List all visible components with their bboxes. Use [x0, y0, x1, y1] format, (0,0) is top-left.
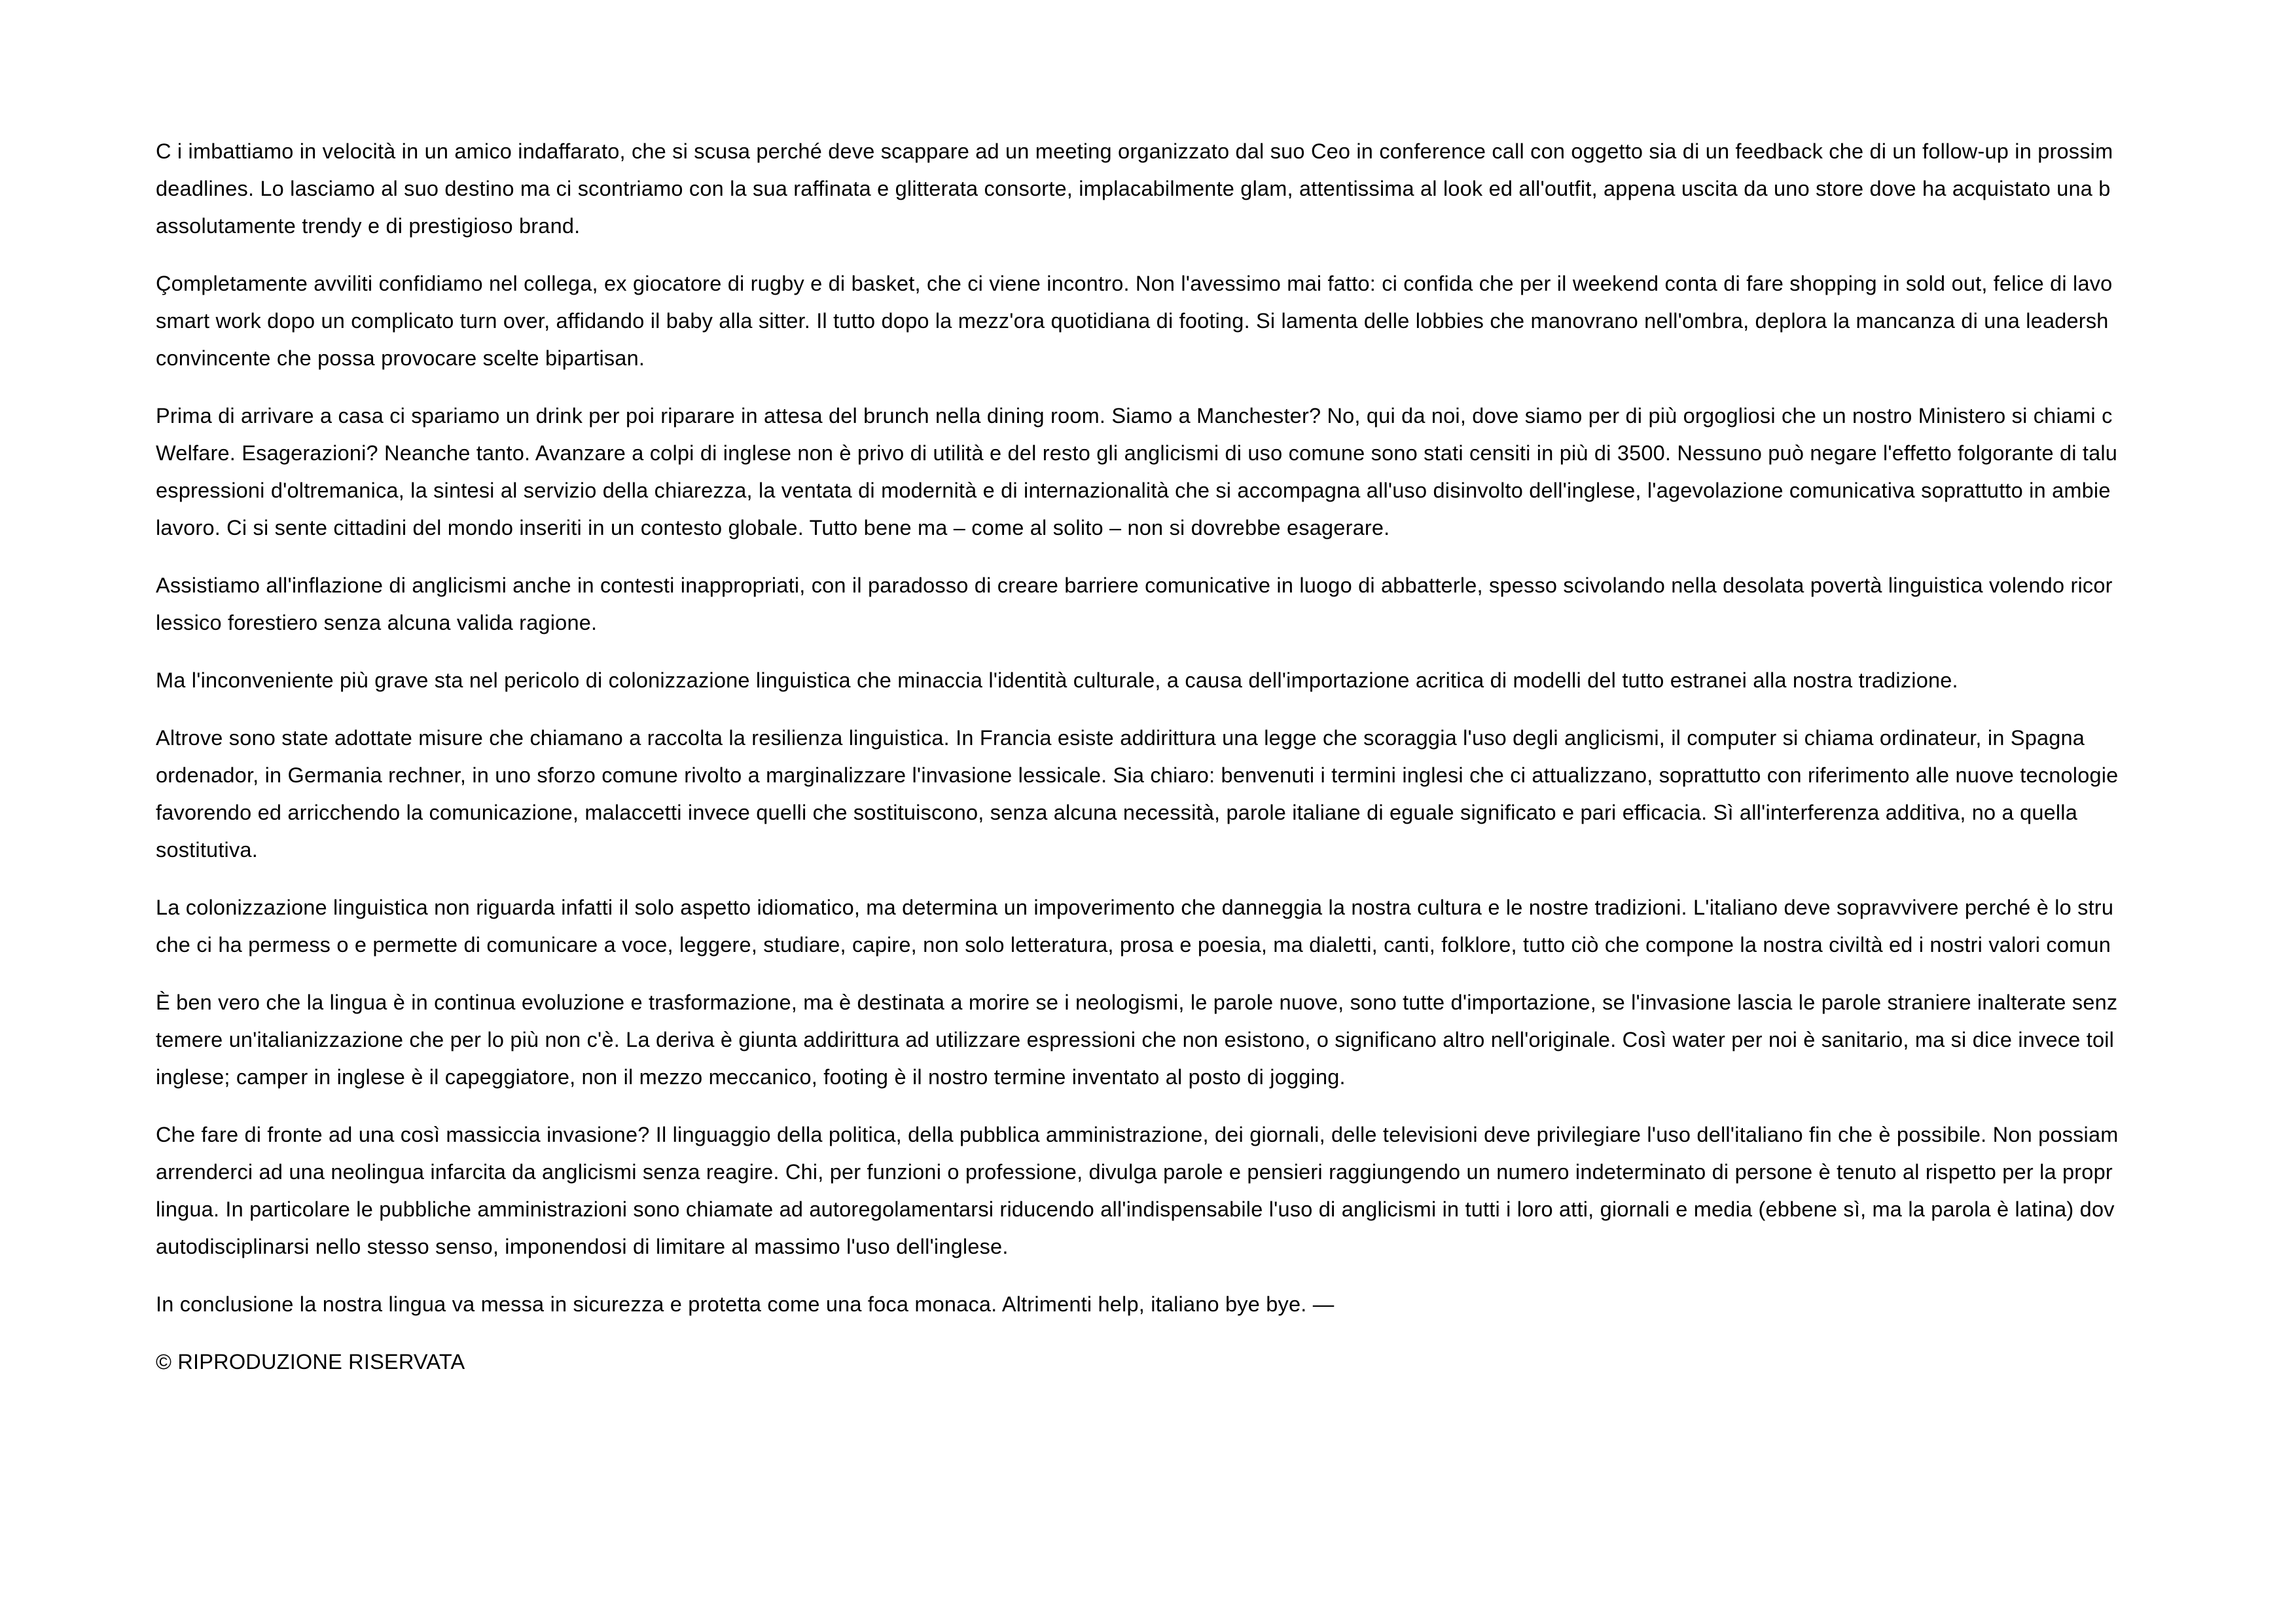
text-line: deadlines. Lo lasciamo al suo destino ma ci scontriamo con la sua raffinata e glitterata consorte, implacabilmente glam, attentissima al look ed all'outfit, appena uscita da uno store dove ha acquistato una b: [156, 177, 2111, 200]
paragraph: [156, 133, 2296, 245]
paragraph: [156, 984, 2296, 1096]
text-line: Assistiamo all'inflazione di anglicismi anche in contesti inappropriati, con il paradosso di creare barriere comunicative in luogo di abbatterle, spesso scivolando nella desolata povertà linguistica volendo ricor: [156, 574, 2113, 597]
text-line: Çompletamente avviliti confidiamo nel collega, ex giocatore di rugby e di basket, che ci viene incontro. Non l'avessimo mai fatto: ci confida che per il weekend conta di fare shopping in sold out, felice di lavo: [156, 272, 2113, 295]
text-line: espressioni d'oltremanica, la sintesi al servizio della chiarezza, la ventata di modernità e di internazionalità che si accompagna all'uso disinvolto dell'inglese, l'agevolazione comunicativa soprattutto in ambie: [156, 479, 2111, 502]
paragraph: [156, 662, 2296, 699]
article-body: [156, 133, 2296, 1381]
text-line: convincente che possa provocare scelte bipartisan.: [156, 346, 645, 370]
text-line: C i imbattiamo in velocità in un amico indaffarato, che si scusa perché deve scappare ad un meeting organizzato dal suo Ceo in conference call con oggetto sia di un feedback che di un follow-up in prossim: [156, 139, 2113, 163]
copyright-notice: © RIPRODUZIONE RISERVATA: [156, 1350, 465, 1374]
paragraph: [156, 720, 2296, 869]
text-line: sostitutiva.: [156, 838, 258, 862]
text-line: Prima di arrivare a casa ci spariamo un drink per poi riparare in attesa del brunch nella dining room. Siamo a Manchester? No, qui da noi, dove siamo per di più orgogliosi che un nostro Ministero si chiami c: [156, 404, 2113, 428]
paragraph: [156, 1286, 2296, 1323]
paragraph: [156, 889, 2296, 964]
text-line: Altrove sono state adottate misure che chiamano a raccolta la resilienza linguistica. In Francia esiste addirittura una legge che scoraggia l'uso degli anglicismi, il computer si chiama ordinateur, in Spagna: [156, 726, 2085, 750]
text-line: lingua. In particolare le pubbliche amministrazioni sono chiamate ad autoregolamentarsi riducendo all'indispensabile l'uso di anglicismi in tutti i loro atti, giornali e media (ebbene sì, ma la parola è latina) dov: [156, 1197, 2115, 1221]
paragraphs-container: [156, 133, 2296, 1323]
text-line: La colonizzazione linguistica non riguarda infatti il solo aspetto idiomatico, ma determina un impoverimento che danneggia la nostra cultura e le nostre tradizioni. L'italiano deve sopravvivere perché è lo stru: [156, 896, 2114, 919]
text-line: Welfare. Esagerazioni? Neanche tanto. Avanzare a colpi di inglese non è privo di utilità e del resto gli anglicismi di uso comune sono stati censiti in più di 3500. Nessuno può negare l'effetto folgorante di talu: [156, 441, 2118, 465]
text-line: smart work dopo un complicato turn over, affidando il baby alla sitter. Il tutto dopo la mezz'ora quotidiana di footing. Si lamenta delle lobbies che manovrano nell'ombra, deplora la mancanza di una leadersh: [156, 309, 2109, 333]
text-line: In conclusione la nostra lingua va messa in sicurezza e protetta come una foca monaca. Altrimenti help, italiano bye bye. —: [156, 1292, 1335, 1316]
text-line: lavoro. Ci si sente cittadini del mondo inseriti in un contesto globale. Tutto bene ma – come al solito – non si dovrebbe esagerare.: [156, 516, 1390, 539]
text-line: ordenador, in Germania rechner, in uno sforzo comune rivolto a marginalizzare l'invasione lessicale. Sia chiaro: benvenuti i termini inglesi che ci attualizzano, soprattutto con riferimento alle nuove tecnologie: [156, 763, 2119, 787]
text-line: temere un'italianizzazione che per lo più non c'è. La deriva è giunta addirittura ad utilizzare espressioni che non esistono, o significano altro nell'originale. Così water per noi è sanitario, ma si dice invece toil: [156, 1028, 2115, 1051]
text-line: arrenderci ad una neolingua infarcita da anglicismi senza reagire. Chi, per funzioni o professione, divulga parole e pensieri raggiungendo un numero indeterminato di persone è tenuto al rispetto per la propr: [156, 1160, 2113, 1184]
text-line: assolutamente trendy e di prestigioso brand.: [156, 214, 581, 238]
paragraph: [156, 397, 2296, 547]
text-line: che ci ha permess o e permette di comunicare a voce, leggere, studiare, capire, non solo letteratura, prosa e poesia, ma dialetti, canti, folklore, tutto ciò che compone la nostra civiltà ed i nostri valori comun: [156, 933, 2111, 957]
text-line: Che fare di fronte ad una così massiccia invasione? Il linguaggio della politica, della pubblica amministrazione, dei giornali, delle televisioni deve privilegiare l'uso dell'italiano fin che è possibile. Non possiam: [156, 1123, 2119, 1146]
paragraph: [156, 265, 2296, 377]
text-line: Ma l'inconveniente più grave sta nel pericolo di colonizzazione linguistica che minaccia l'identità culturale, a causa dell'importazione acritica di modelli del tutto estranei alla nostra tradizione.: [156, 668, 1958, 692]
text-line: lessico forestiero senza alcuna valida ragione.: [156, 611, 598, 634]
paragraph: [156, 1116, 2296, 1266]
paragraph: [156, 567, 2296, 642]
text-line: autodisciplinarsi nello stesso senso, imponendosi di limitare al massimo l'uso dell'inglese.: [156, 1235, 1009, 1258]
text-line: È ben vero che la lingua è in continua evoluzione e trasformazione, ma è destinata a morire se i neologismi, le parole nuove, sono tutte d'importazione, se l'invasione lascia le parole straniere inalterate senz: [156, 991, 2118, 1014]
text-line: favorendo ed arricchendo la comunicazione, malaccetti invece quelli che sostituiscono, senza alcuna necessità, parole italiane di eguale significato e pari efficacia. Sì all'interferenza additiva, no a quella: [156, 801, 2078, 824]
text-line: inglese; camper in inglese è il capeggiatore, non il mezzo meccanico, footing è il nostro termine inventato al posto di jogging.: [156, 1065, 1346, 1089]
